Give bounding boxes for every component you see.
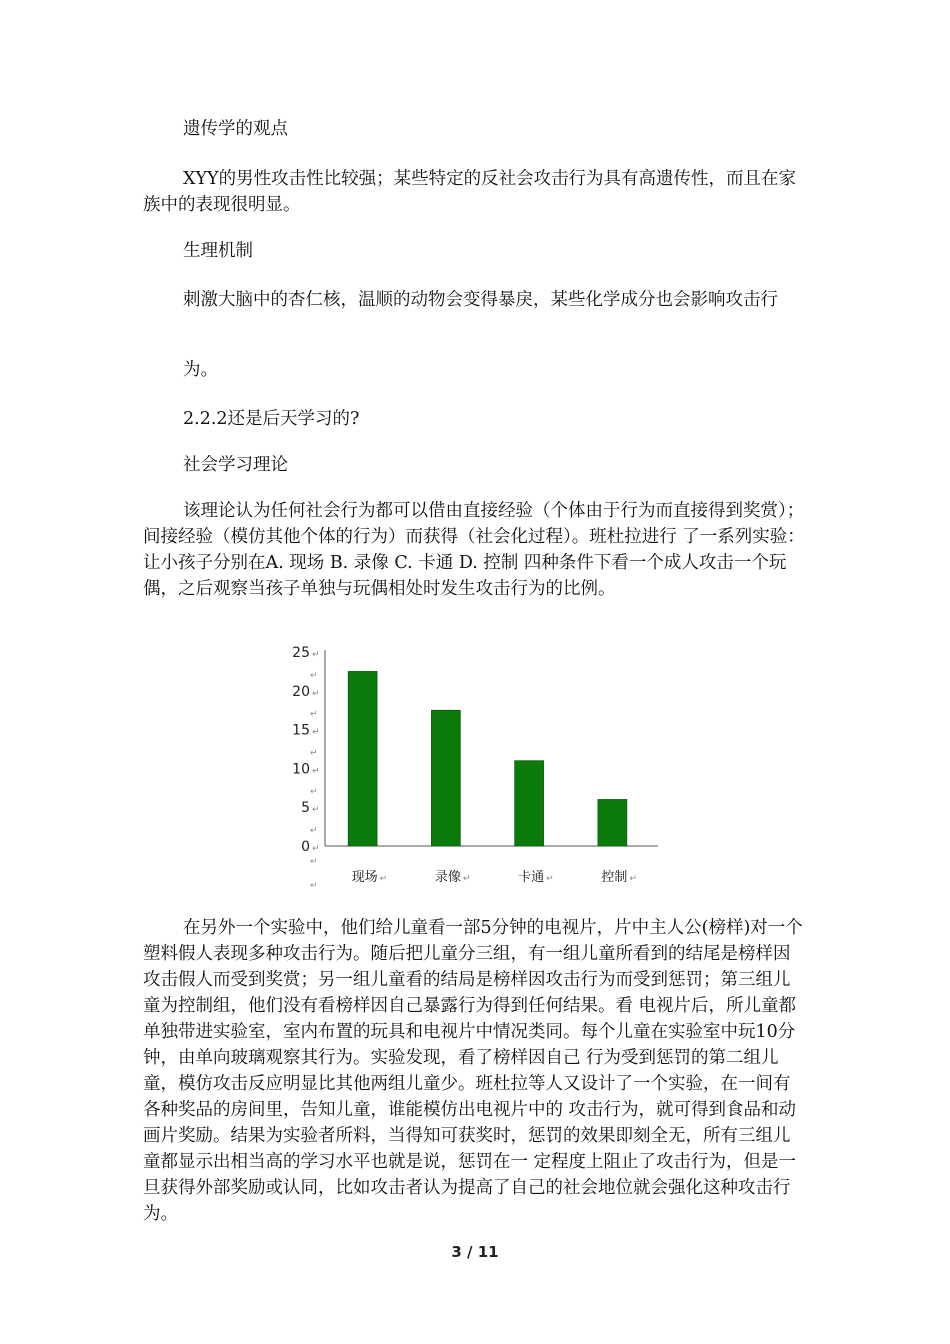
paragraph-mark: ↵ [312,727,320,738]
paragraph-experiment: 在另外一个实验中，他们给儿童看一部5分钟的电视片，片中主人公(榜样)对一个塑料假人表现多种攻击行为。随后把儿童分三组，有一组儿童所看到的结尾是榜样因攻击假人而受到奖赏；另一组儿童看的结局是榜样因攻击行为而受到惩罚；第三组儿童为控制组，他们没有看榜样因自己暴露行为得到任何结果。看 电视片后，所儿童都单独带进实验室，室内布置的玩具和电视片中情况类同。每个儿童在实验室中玩10分钟，由单向玻璃观察其行为。实验发现，看了榜样因自己 行为受到惩罚的第二组儿童，模仿攻击反应明显比其他两组儿童少。班杜拉等人又设计了一个实验，在一间有各种奖品的房间里，告知儿童，谁能模仿出电视片中的 攻击行为，就可得到食品和动画片奖励。结果为实验者所料，当得知可获奖时，惩罚的效果即刻全无，所有三组儿童都显示出相当高的学习水平也就是说，惩罚在一 定程度上阻止了攻击行为，但是一旦获得外部奖励或认同，比如攻击者认为提高了自己的社会地位就会强化这种攻击行为。 [143,918,803,1224]
paragraph-mark: ↵ [462,874,471,884]
paragraph-physiology: 刺激大脑中的杏仁核，温顺的动物会变得暴戾，某些化学成分也会影响攻击行 [183,290,778,310]
paragraph-mark: ↵ [310,881,318,891]
bar-chart-svg [280,640,680,895]
paragraph-mark: ↵ [310,826,318,836]
paragraph-social-learning: 该理论认为任何社会行为都可以借由直接经验（个体由于行为而直接得到奖赏）；间接经验（模仿其他个体的行为）而获得（社会化过程）。班杜拉进行 了一系列实验：让小孩子分别在A. 现场 B. 录像 C. 卡通 D. 控制 四种条件下看一个成人攻击一个玩偶，之后观察当孩子单独与玩偶相处时发生攻击行为的比例。 [143,501,805,599]
bar-3 [515,761,544,846]
bar-chart [280,640,680,895]
y-tick-label: 15 [292,722,310,739]
paragraph-mark: ↵ [310,709,318,720]
paragraph-mark: ↵ [312,844,320,854]
heading-genetics: 遗传学的观点 [183,119,288,139]
y-tick-label: 10 [292,761,310,778]
y-tick-label: 5 [301,800,310,817]
paragraph-physiology-continued: 为。 [183,360,218,380]
paragraph-mark: ↵ [546,874,554,884]
y-tick-label: 0 [301,839,310,855]
page-number: 3 / 11 [451,1243,499,1261]
paragraph-mark: ↵ [310,748,318,759]
paragraph-mark: ↵ [312,688,320,699]
heading-social-learning: 社会学习理论 [183,455,288,475]
heading-physiology: 生理机制 [183,241,253,261]
bar-2 [431,710,460,846]
paragraph-mark: ↵ [312,650,320,660]
paragraph-mark: ↵ [312,805,320,816]
paragraph-mark: ↵ [310,857,318,867]
paragraph-mark: ↵ [310,787,318,798]
paragraph-mark: ↵ [629,874,637,884]
bar-1 [348,671,377,846]
paragraph-mark: ↵ [312,766,320,777]
paragraph-mark: ↵ [379,874,388,884]
bar-4 [598,799,627,846]
y-tick-label: 25 [292,645,310,661]
x-category-label: 录像 [434,870,461,885]
y-tick-label: 20 [292,683,310,700]
x-category-label: 现场 [351,870,378,885]
section-heading: 2.2.2还是后天学习的? [183,409,360,429]
x-category-label: 控制 [601,870,628,885]
x-category-label: 卡通 [518,870,545,885]
paragraph-genetics: XYY的男性攻击性比较强；某些特定的反社会攻击行为具有高遗传性，而且在家族中的表现很明显。 [143,169,797,215]
paragraph-mark: ↵ [310,670,318,681]
